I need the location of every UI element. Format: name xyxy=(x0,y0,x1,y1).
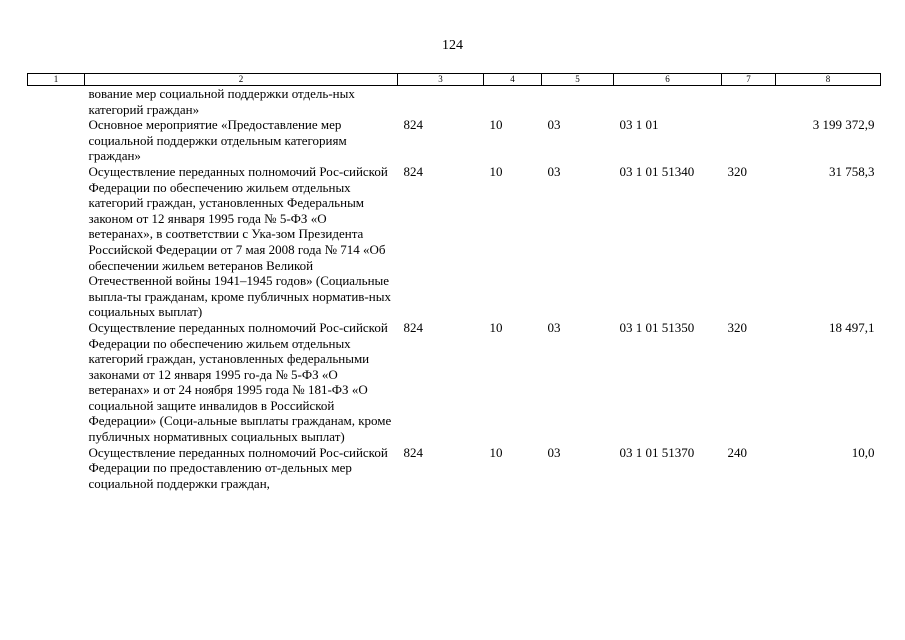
row-expense: 240 xyxy=(727,444,747,460)
row-amount: 3 199 372,9 xyxy=(812,117,875,133)
column-header-2: 2 xyxy=(85,74,398,86)
column-header-3: 3 xyxy=(398,74,484,86)
table-row xyxy=(28,117,881,164)
column-header-6: 6 xyxy=(614,74,722,86)
row-name: Осуществление переданных полномочий Рос-сийской Федерации по обеспечению жильем отдельных категорий граждан, установленных Федеральным законом от 12 января 1995 года № 5-ФЗ «О ветеранах», в соответствии с Ука-зом Президента Российской Федерации от 7 мая 2008 года № 714 «Об обеспечении жильем ветеранов Великой Отечественной войны 1941–1945 годов» (Социальные выпла-ты гражданам, кроме публичных норматив-ных социальных выплат) xyxy=(88,163,391,320)
row-amount: 18 497,1 xyxy=(829,319,875,335)
row-name: вование мер социальной поддержки отдель-ных категорий граждан» xyxy=(88,86,355,117)
row-subsection: 03 xyxy=(547,319,561,335)
row-name: Осуществление переданных полномочий Рос-сийской Федерации по обеспечению жильем отдельных категорий граждан, установленных федеральными законами от 12 января 1995 го-да № 5-ФЗ «О ветеранах» и от 24 ноября 1995 года № 181-ФЗ «О социальной защите инвалидов в Российской Федерации» (Соци-альные выплаты гражданам, кроме публичных нормативных социальных выплат) xyxy=(88,319,392,445)
row-empty-cell xyxy=(28,320,85,445)
row-amount: 10,0 xyxy=(851,444,875,460)
column-header-7: 7 xyxy=(722,74,776,86)
row-target xyxy=(614,86,722,118)
row-amount xyxy=(776,86,881,118)
column-header-4: 4 xyxy=(484,74,542,86)
row-subsection xyxy=(542,86,614,118)
row-subsection: 03 xyxy=(547,163,561,179)
row-ministry: 824 xyxy=(403,163,423,179)
row-expense xyxy=(722,117,776,164)
row-ministry: 824 xyxy=(403,117,423,133)
row-expense: 320 xyxy=(727,319,747,335)
table-row xyxy=(28,164,881,320)
column-header-1: 1 xyxy=(28,74,85,86)
row-ministry: 824 xyxy=(403,444,423,460)
row-section: 10 xyxy=(489,163,503,179)
column-header-8: 8 xyxy=(776,74,881,86)
table-row xyxy=(28,445,881,492)
row-target: 03 1 01 xyxy=(619,117,659,133)
row-name: Осуществление переданных полномочий Рос-сийской Федерации по предоставлению от-дельных мер социальной поддержки граждан, xyxy=(88,444,388,491)
row-section: 10 xyxy=(489,444,503,460)
row-subsection: 03 xyxy=(547,444,561,460)
budget-table xyxy=(27,73,881,491)
row-expense xyxy=(722,86,776,118)
table-header xyxy=(28,74,881,86)
row-target: 03 1 01 51350 xyxy=(619,319,695,335)
table-row xyxy=(28,86,881,118)
row-ministry xyxy=(398,86,484,118)
row-name: Основное мероприятие «Предоставление мер социальной поддержки отдельным категориям граждан» xyxy=(88,117,347,164)
row-empty-cell xyxy=(28,164,85,320)
row-empty-cell xyxy=(28,445,85,492)
row-target: 03 1 01 51340 xyxy=(619,163,695,179)
row-ministry: 824 xyxy=(403,319,423,335)
row-section: 10 xyxy=(489,319,503,335)
page-number: 124 xyxy=(442,38,463,53)
row-empty-cell xyxy=(28,117,85,164)
row-target: 03 1 01 51370 xyxy=(619,444,695,460)
row-amount: 31 758,3 xyxy=(829,163,875,179)
table-body xyxy=(28,86,881,492)
row-subsection: 03 xyxy=(547,117,561,133)
row-section xyxy=(484,86,542,118)
column-header-5: 5 xyxy=(542,74,614,86)
table-row xyxy=(28,320,881,445)
row-empty-cell xyxy=(28,86,85,118)
header-row xyxy=(28,74,881,86)
row-expense: 320 xyxy=(727,163,747,179)
row-section: 10 xyxy=(489,117,503,133)
